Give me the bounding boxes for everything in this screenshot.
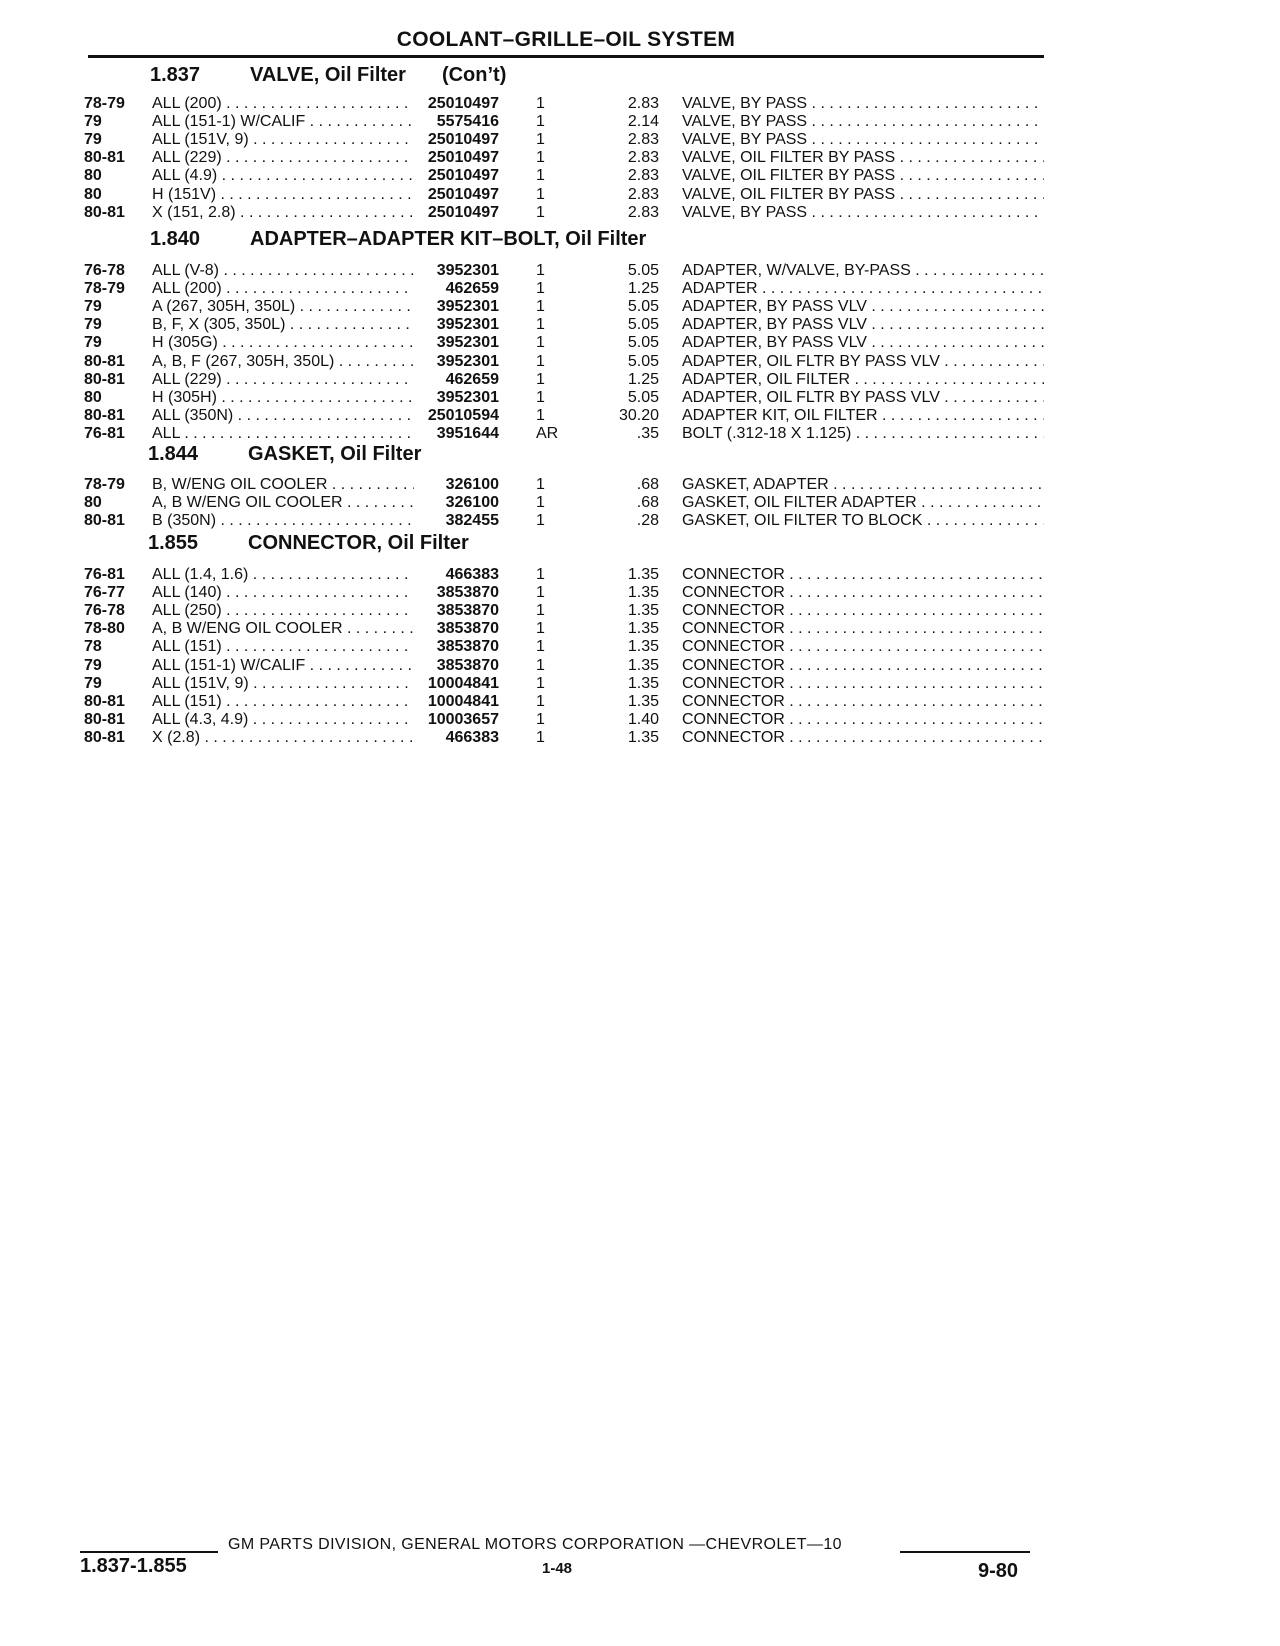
- section-title-1-837: [150, 64, 506, 87]
- quantity: 1: [536, 674, 545, 692]
- table-row: [84, 95, 1044, 114]
- description: VALVE, BY PASS . . .: [682, 131, 1044, 149]
- model-year: 80-81: [84, 692, 125, 710]
- description: GASKET, OIL FILTER TO BLOCK . . .: [682, 512, 1044, 530]
- model-year: 80: [84, 388, 102, 406]
- price: 1.35: [627, 656, 659, 674]
- description: VALVE, OIL FILTER BY PASS . . .: [682, 186, 1044, 204]
- table-row: [84, 298, 1044, 317]
- part-number: 462659: [445, 370, 499, 388]
- description: CONNECTOR . . .: [682, 638, 1044, 656]
- table-row: [84, 620, 1044, 639]
- application: B, W/ENG OIL COOLER . . .: [152, 476, 414, 494]
- price: .68: [636, 494, 659, 512]
- model-year: 80-81: [84, 352, 125, 370]
- table-row: [84, 711, 1044, 730]
- price: 1.40: [627, 710, 659, 728]
- price: 5.05: [627, 388, 659, 406]
- application: ALL (140) . . .: [152, 584, 414, 602]
- quantity: 1: [536, 131, 545, 149]
- quantity: 1: [536, 638, 545, 656]
- application: B, F, X (305, 350L) . . .: [152, 316, 414, 334]
- part-number: 3853870: [436, 620, 499, 638]
- model-year: 80-81: [84, 370, 125, 388]
- quantity: 1: [536, 388, 545, 406]
- application: H (151V) . . .: [152, 186, 414, 204]
- price: .68: [636, 476, 659, 493]
- description: CONNECTOR . . .: [682, 729, 1044, 747]
- table-row: [84, 334, 1044, 353]
- application: ALL (151-1) W/CALIF . . .: [152, 113, 414, 131]
- part-number: 25010497: [427, 149, 499, 167]
- footer-section-range: 1.837-1.855: [80, 1555, 187, 1577]
- description: ADAPTER, OIL FLTR BY PASS VLV . . .: [682, 389, 1044, 407]
- part-number: 3952301: [436, 316, 499, 334]
- description: CONNECTOR . . .: [682, 675, 1044, 693]
- model-year: 80-81: [84, 203, 125, 221]
- description: GASKET, OIL FILTER ADAPTER . . .: [682, 494, 1044, 512]
- part-number: 3952301: [436, 298, 499, 316]
- table-row: [84, 353, 1044, 372]
- part-number: 3853870: [436, 656, 499, 674]
- part-number: 3952301: [436, 334, 499, 352]
- application: ALL . . .: [152, 425, 414, 443]
- part-number: 326100: [445, 476, 499, 493]
- table-row: [84, 407, 1044, 426]
- price: 5.05: [627, 334, 659, 352]
- description: ADAPTER KIT, OIL FILTER . . .: [682, 407, 1044, 425]
- quantity: 1: [536, 406, 545, 424]
- price: 1.35: [627, 638, 659, 656]
- section-heading: CONNECTOR, Oil Filter: [248, 532, 469, 554]
- section-number: 1.844: [148, 443, 199, 465]
- application: B (350N) . . .: [152, 512, 414, 530]
- price: 2.83: [627, 185, 659, 203]
- price: 30.20: [618, 406, 659, 424]
- table-row: [84, 371, 1044, 390]
- price: 2.83: [627, 203, 659, 221]
- description: CONNECTOR . . .: [682, 657, 1044, 675]
- part-number: 462659: [445, 280, 499, 298]
- price: .28: [636, 512, 659, 530]
- application: H (305G) . . .: [152, 334, 414, 352]
- application: ALL (1.4, 1.6) . . .: [152, 566, 414, 584]
- description: VALVE, BY PASS . . .: [682, 95, 1044, 113]
- footer-page-number: 1-48: [542, 1560, 573, 1577]
- application: X (2.8) . . .: [152, 729, 414, 747]
- description: ADAPTER . . .: [682, 280, 1044, 298]
- application: ALL (151-1) W/CALIF . . .: [152, 657, 414, 675]
- quantity: 1: [536, 113, 545, 131]
- part-number: 3952301: [436, 262, 499, 279]
- quantity: 1: [536, 298, 545, 316]
- application: A (267, 305H, 350L) . . .: [152, 298, 414, 316]
- quantity: 1: [536, 334, 545, 352]
- application: A, B, F (267, 305H, 350L) . . .: [152, 353, 414, 371]
- quantity: 1: [536, 95, 545, 112]
- table-row: [84, 657, 1044, 676]
- quantity: 1: [536, 512, 545, 530]
- quantity: AR: [536, 424, 559, 442]
- model-year: 76-81: [84, 566, 125, 583]
- model-year: 80: [84, 185, 102, 203]
- price: 5.05: [627, 262, 659, 279]
- application: A, B W/ENG OIL COOLER . . .: [152, 494, 414, 512]
- model-year: 79: [84, 656, 102, 674]
- description: VALVE, OIL FILTER BY PASS . . .: [682, 149, 1044, 167]
- section-title-1-844: [148, 443, 421, 466]
- description: CONNECTOR . . .: [682, 693, 1044, 711]
- application: ALL (151) . . .: [152, 693, 414, 711]
- quantity: 1: [536, 728, 545, 746]
- part-number: 25010497: [427, 203, 499, 221]
- price: 1.35: [627, 674, 659, 692]
- table-row: [84, 280, 1044, 299]
- part-number: 5575416: [436, 113, 499, 131]
- application: ALL (151V, 9) . . .: [152, 131, 414, 149]
- footer-right-rule: [900, 1551, 1030, 1553]
- description: GASKET, ADAPTER . . .: [682, 476, 1044, 494]
- price: 5.05: [627, 352, 659, 370]
- price: 1.35: [627, 584, 659, 602]
- part-number: 3853870: [436, 602, 499, 620]
- quantity: 1: [536, 262, 545, 279]
- quantity: 1: [536, 185, 545, 203]
- price: 1.35: [627, 692, 659, 710]
- description: ADAPTER, BY PASS VLV . . .: [682, 316, 1044, 334]
- section-number: 1.840: [150, 228, 201, 250]
- quantity: 1: [536, 476, 545, 493]
- quantity: 1: [536, 566, 545, 583]
- price: 1.35: [627, 620, 659, 638]
- application: ALL (4.3, 4.9) . . .: [152, 711, 414, 729]
- table-row: [84, 167, 1044, 186]
- quantity: 1: [536, 149, 545, 167]
- model-year: 79: [84, 316, 102, 334]
- price: 2.83: [627, 131, 659, 149]
- part-number: 3951644: [436, 424, 499, 442]
- section-title-1-855: [148, 532, 469, 555]
- part-number: 10004841: [427, 692, 499, 710]
- model-year: 79: [84, 674, 102, 692]
- part-number: 382455: [445, 512, 499, 530]
- section-title-1-840: [150, 228, 646, 251]
- application: ALL (229) . . .: [152, 149, 414, 167]
- part-number: 10004841: [427, 674, 499, 692]
- application: ALL (229) . . .: [152, 371, 414, 389]
- quantity: 1: [536, 602, 545, 620]
- section-number: 1.855: [148, 532, 199, 554]
- model-year: 80-81: [84, 728, 125, 746]
- description: VALVE, OIL FILTER BY PASS . . .: [682, 167, 1044, 185]
- application: ALL (200) . . .: [152, 280, 414, 298]
- part-number: 326100: [445, 494, 499, 512]
- model-year: 80-81: [84, 512, 125, 530]
- table-row: [84, 566, 1044, 585]
- table-row: [84, 476, 1044, 495]
- model-year: 80-81: [84, 710, 125, 728]
- model-year: 76-78: [84, 262, 125, 279]
- model-year: 78-79: [84, 95, 125, 112]
- model-year: 76-78: [84, 602, 125, 620]
- footer-date: 9-80: [978, 1560, 1019, 1582]
- description: VALVE, BY PASS . . .: [682, 204, 1044, 222]
- description: CONNECTOR . . .: [682, 584, 1044, 602]
- part-number: 25010594: [427, 406, 499, 424]
- application: ALL (4.9) . . .: [152, 167, 414, 185]
- quantity: 1: [536, 494, 545, 512]
- table-row: [84, 638, 1044, 657]
- price: 1.35: [627, 602, 659, 620]
- model-year: 79: [84, 131, 102, 149]
- quantity: 1: [536, 316, 545, 334]
- description: ADAPTER, OIL FLTR BY PASS VLV . . .: [682, 353, 1044, 371]
- table-row: [84, 204, 1044, 223]
- table-row: [84, 186, 1044, 205]
- section-number: 1.837: [150, 64, 201, 86]
- quantity: 1: [536, 370, 545, 388]
- part-number: 25010497: [427, 185, 499, 203]
- table-row: [84, 131, 1044, 150]
- model-year: 79: [84, 298, 102, 316]
- part-number: 466383: [445, 728, 499, 746]
- part-number: 466383: [445, 566, 499, 583]
- model-year: 79: [84, 113, 102, 131]
- price: 2.83: [627, 167, 659, 185]
- quantity: 1: [536, 167, 545, 185]
- price: 1.35: [627, 566, 659, 583]
- description: VALVE, BY PASS . . .: [682, 113, 1044, 131]
- description: ADAPTER, BY PASS VLV . . .: [682, 334, 1044, 352]
- application: X (151, 2.8) . . .: [152, 204, 414, 222]
- description: CONNECTOR . . .: [682, 602, 1044, 620]
- page-header-title: COOLANT–GRILLE–OIL SYSTEM: [396, 28, 736, 51]
- application: H (305H) . . .: [152, 389, 414, 407]
- section-continued: (Con’t): [441, 64, 507, 86]
- description: ADAPTER, OIL FILTER . . .: [682, 371, 1044, 389]
- quantity: 1: [536, 710, 545, 728]
- table-row: [84, 425, 1044, 444]
- price: 2.83: [627, 95, 659, 112]
- model-year: 78: [84, 638, 102, 656]
- price: 2.14: [627, 113, 659, 131]
- quantity: 1: [536, 203, 545, 221]
- part-number: 3952301: [436, 388, 499, 406]
- part-number: 25010497: [427, 95, 499, 112]
- footer-publisher: GM PARTS DIVISION, GENERAL MOTORS CORPORATION —CHEVROLET—10: [228, 1536, 842, 1553]
- description: CONNECTOR . . .: [682, 620, 1044, 638]
- model-year: 78-80: [84, 620, 125, 638]
- description: CONNECTOR . . .: [682, 711, 1044, 729]
- model-year: 79: [84, 334, 102, 352]
- application: A, B W/ENG OIL COOLER . . .: [152, 620, 414, 638]
- application: ALL (350N) . . .: [152, 407, 414, 425]
- quantity: 1: [536, 280, 545, 298]
- part-number: 25010497: [427, 131, 499, 149]
- part-number: 3853870: [436, 584, 499, 602]
- section-heading: VALVE, Oil Filter: [250, 64, 406, 86]
- table-row: [84, 389, 1044, 408]
- description: CONNECTOR . . .: [682, 566, 1044, 584]
- table-row: [84, 512, 1044, 531]
- section-heading: GASKET, Oil Filter: [248, 443, 422, 465]
- table-row: [84, 584, 1044, 603]
- price: 2.83: [627, 149, 659, 167]
- description: ADAPTER, W/VALVE, BY-PASS . . .: [682, 262, 1044, 280]
- price: 5.05: [627, 316, 659, 334]
- model-year: 80: [84, 167, 102, 185]
- description: BOLT (.312-18 X 1.125) . . .: [682, 425, 1044, 443]
- model-year: 76-77: [84, 584, 125, 602]
- price: 1.35: [627, 728, 659, 746]
- table-row: [84, 693, 1044, 712]
- price: 1.25: [627, 280, 659, 298]
- quantity: 1: [536, 620, 545, 638]
- model-year: 80-81: [84, 406, 125, 424]
- quantity: 1: [536, 692, 545, 710]
- model-year: 78-79: [84, 476, 125, 493]
- table-row: [84, 149, 1044, 168]
- description: ADAPTER, BY PASS VLV . . .: [682, 298, 1044, 316]
- model-year: 80: [84, 494, 102, 512]
- price: .35: [636, 424, 659, 442]
- part-number: 10003657: [427, 710, 499, 728]
- price: 1.25: [627, 370, 659, 388]
- footer-left-rule: [80, 1551, 218, 1553]
- table-row: [84, 602, 1044, 621]
- quantity: 1: [536, 656, 545, 674]
- application: ALL (200) . . .: [152, 95, 414, 113]
- price: 5.05: [627, 298, 659, 316]
- part-number: 25010497: [427, 167, 499, 185]
- table-row: [84, 494, 1044, 513]
- application: ALL (151V, 9) . . .: [152, 675, 414, 693]
- table-row: [84, 316, 1044, 335]
- application: ALL (V-8) . . .: [152, 262, 414, 280]
- model-year: 80-81: [84, 149, 125, 167]
- table-row: [84, 262, 1044, 281]
- model-year: 78-79: [84, 280, 125, 298]
- model-year: 76-81: [84, 424, 125, 442]
- application: ALL (151) . . .: [152, 638, 414, 656]
- header-rule: [88, 55, 1044, 58]
- application: ALL (250) . . .: [152, 602, 414, 620]
- part-number: 3952301: [436, 352, 499, 370]
- section-heading: ADAPTER–ADAPTER KIT–BOLT, Oil Filter: [250, 228, 647, 250]
- quantity: 1: [536, 352, 545, 370]
- table-row: [84, 729, 1044, 748]
- table-row: [84, 113, 1044, 132]
- part-number: 3853870: [436, 638, 499, 656]
- table-row: [84, 675, 1044, 694]
- quantity: 1: [536, 584, 545, 602]
